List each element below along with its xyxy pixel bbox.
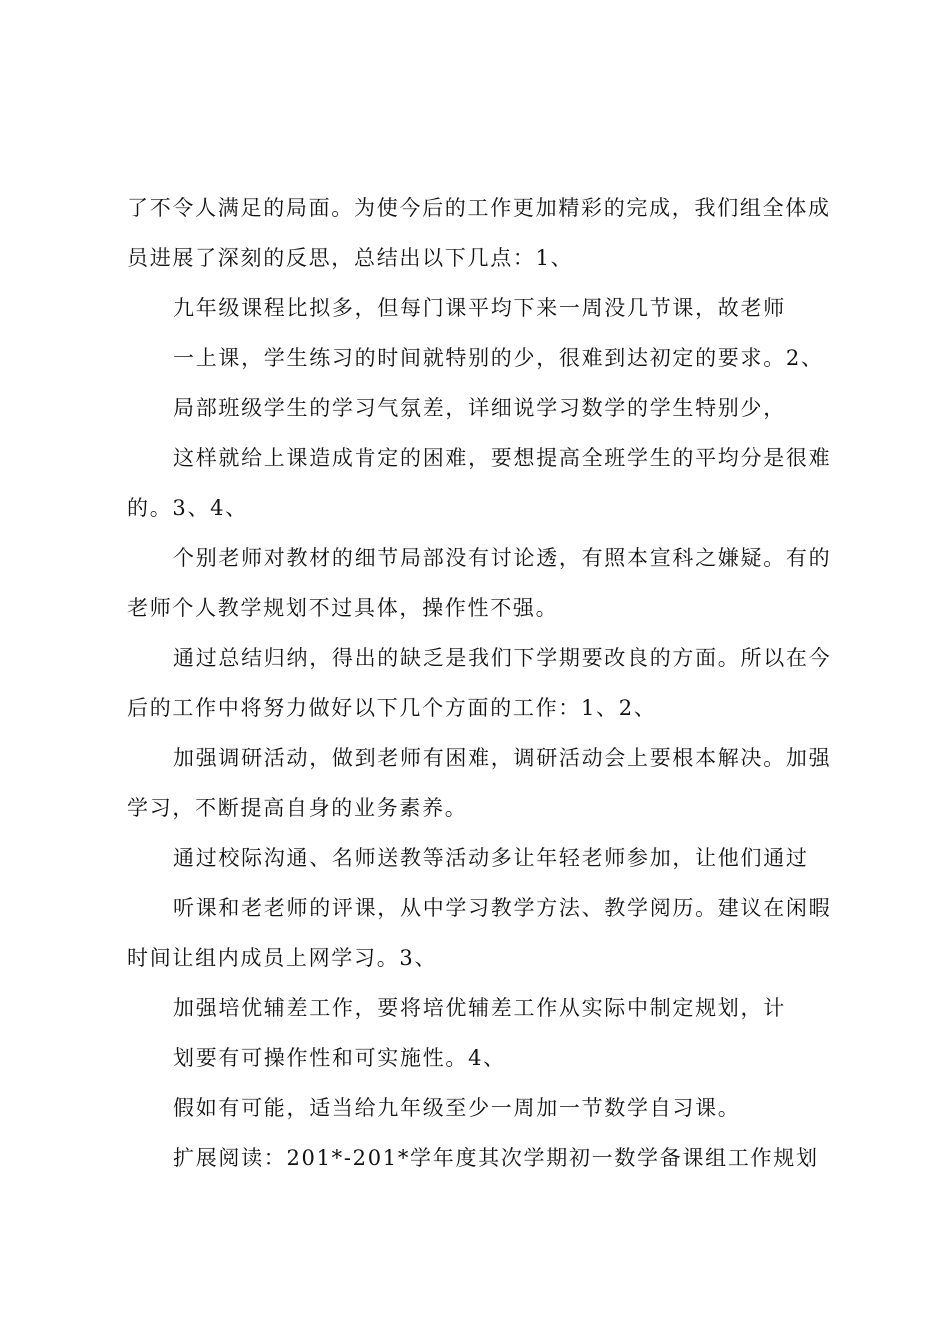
text-line: 员进展了深刻的反思，总结出以下几点：1、 bbox=[127, 246, 574, 270]
text-line: 加强调研活动，做到老师有困难，调研活动会上要根本解决。加强 bbox=[173, 746, 832, 770]
text-line: 了不令人满足的局面。为使今后的工作更加精彩的完成，我们组全体成 bbox=[127, 196, 831, 220]
text-line: 这样就给上课造成肯定的困难，要想提高全班学生的平均分是很难 bbox=[173, 446, 832, 470]
text-line: 加强培优辅差工作，要将培优辅差工作从实际中制定规划，计 bbox=[173, 996, 786, 1020]
text-line: 老师个人教学规划不过具体，操作性不强。 bbox=[127, 596, 559, 620]
text-line: 划要有可操作性和可实施性。4、 bbox=[173, 1046, 506, 1070]
text-line: 局部班级学生的学习气氛差，详细说学习数学的学生特别少， bbox=[173, 396, 786, 420]
text-line: 通过总结归纳，得出的缺乏是我们下学期要改良的方面。所以在今 bbox=[173, 646, 832, 670]
text-line: 一上课，学生练习的时间就特别的少，很难到达初定的要求。2、 bbox=[173, 346, 824, 370]
text-line: 扩展阅读：201*-201*学年度其次学期初一数学备课组工作规划 bbox=[173, 1146, 819, 1170]
text-line: 时间让组内成员上网学习。3、 bbox=[127, 946, 438, 970]
text-line: 个别老师对教材的细节局部没有讨论透，有照本宣科之嫌疑。有的 bbox=[173, 546, 832, 570]
text-line: 后的工作中将努力做好以下几个方面的工作：1、2、 bbox=[127, 696, 657, 720]
text-line: 学习，不断提高自身的业务素养。 bbox=[127, 796, 468, 820]
text-line: 的。3、4、 bbox=[127, 496, 248, 520]
text-line: 假如有可能，适当给九年级至少一周加一节数学自习课。 bbox=[173, 1096, 741, 1120]
text-line: 九年级课程比拟多，但每门课平均下来一周没几节课，故老师 bbox=[173, 296, 786, 320]
text-line: 通过校际沟通、名师送教等活动多让年轻老师参加，让他们通过 bbox=[173, 846, 809, 870]
text-line: 听课和老老师的评课，从中学习教学方法、教学阅历。建议在闲暇 bbox=[173, 896, 832, 920]
